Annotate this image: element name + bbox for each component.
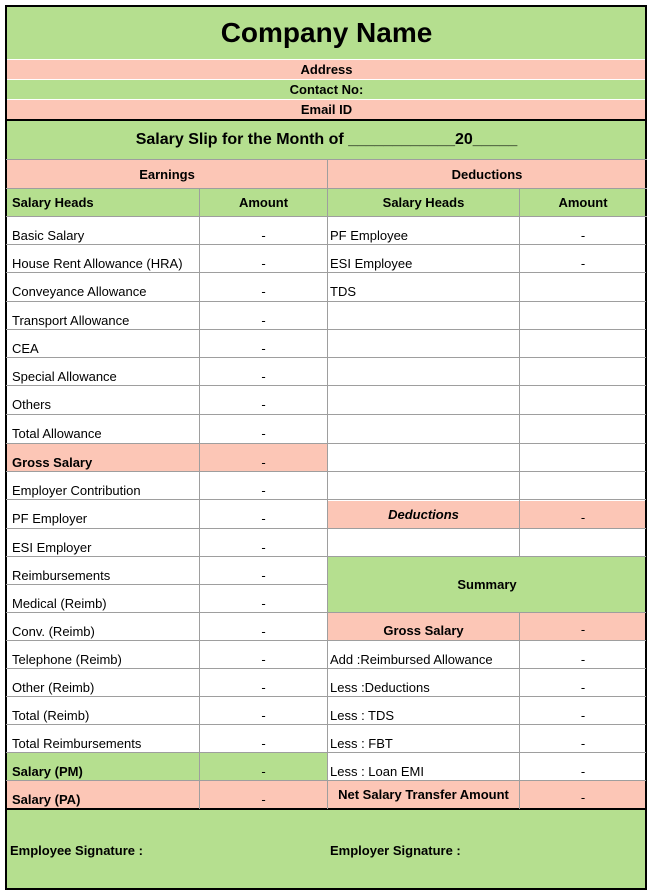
summary-gross-label: Gross Salary — [328, 613, 519, 640]
grid-line — [328, 528, 646, 529]
earnings-row-label: Gross Salary — [7, 444, 199, 471]
grid-line — [6, 301, 327, 302]
earnings-row-amount: - — [261, 228, 266, 243]
grid-line — [328, 385, 646, 386]
grid-line — [6, 357, 327, 358]
grid-line — [6, 528, 327, 529]
grid-line — [6, 888, 647, 890]
grid-line — [328, 414, 646, 415]
grid-line — [328, 696, 646, 697]
earnings-row-amount: - — [261, 736, 266, 751]
summary-title: Summary — [328, 557, 646, 612]
earnings-row-amount: - — [261, 284, 266, 299]
deductions-row-label: PF Employee — [330, 228, 409, 243]
grid-line — [6, 584, 327, 585]
grid-line — [6, 329, 327, 330]
grid-line — [199, 189, 200, 809]
grid-line — [6, 499, 327, 500]
earnings-row-label: Basic Salary — [12, 228, 85, 243]
earnings-row-label: Total Reimbursements — [12, 736, 142, 751]
earnings-row-amount: - — [261, 256, 266, 271]
grid-line — [6, 119, 647, 121]
deductions-row-amount — [520, 273, 646, 300]
grid-line — [6, 244, 327, 245]
slip-title: Salary Slip for the Month of ____________20_____ — [7, 121, 646, 159]
grid-line — [328, 556, 646, 557]
earnings-row-label: CEA — [12, 341, 39, 356]
grid-line — [6, 668, 327, 669]
summary-row-amount: - — [580, 736, 586, 751]
earnings-row-label: Medical (Reimb) — [12, 596, 107, 611]
grid-line — [519, 613, 520, 809]
grid-line — [328, 668, 646, 669]
grid-line — [328, 780, 646, 781]
earnings-row-label: PF Employer — [12, 511, 88, 526]
net-salary-label: Net Salary Transfer Amount — [328, 781, 519, 808]
earnings-row-amount: - — [261, 652, 266, 667]
earnings-row-amount: - — [261, 426, 266, 441]
grid-line — [6, 556, 327, 557]
grid-line — [6, 640, 327, 641]
deductions-heads-header: Salary Heads — [328, 189, 519, 216]
company-name: Company Name — [7, 6, 646, 59]
earnings-row-amount: - — [261, 313, 266, 328]
grid-line — [328, 244, 646, 245]
summary-row-label: Add :Reimbursed Allowance — [330, 652, 493, 667]
grid-line — [5, 5, 7, 890]
grid-line — [6, 443, 327, 444]
earnings-row-amount: - — [261, 624, 266, 639]
summary-row-amount: - — [580, 652, 586, 667]
summary-gross-amount: - — [520, 613, 646, 640]
earnings-row-amount: - — [261, 568, 266, 583]
grid-line — [6, 5, 647, 7]
deductions-total-label: Deductions — [328, 501, 519, 528]
summary-row-label: Less :Deductions — [330, 680, 430, 695]
grid-line — [6, 272, 327, 273]
earnings-row-label: Salary (PA) — [7, 781, 199, 808]
earnings-row-label: Special Allowance — [12, 369, 117, 384]
grid-line — [6, 752, 327, 753]
earnings-row-amount: - — [200, 753, 327, 780]
grid-line — [645, 5, 647, 890]
earnings-row-amount: - — [261, 483, 266, 498]
grid-line — [328, 640, 646, 641]
earnings-row-amount: - — [261, 397, 266, 412]
earnings-row-label: Total (Reimb) — [12, 708, 90, 723]
grid-line — [519, 189, 520, 557]
summary-row-amount: - — [580, 764, 586, 779]
earnings-row-label: Others — [12, 397, 52, 412]
summary-row-label: Less : Loan EMI — [330, 764, 424, 779]
email-line: Email ID — [7, 100, 646, 119]
grid-line — [328, 443, 646, 444]
earnings-row-amount: - — [200, 781, 327, 808]
earnings-row-label: Conv. (Reimb) — [12, 624, 95, 639]
grid-line — [327, 160, 328, 809]
deductions-row-label: ESI Employee — [330, 256, 413, 271]
deductions-row-amount: - — [580, 256, 586, 271]
grid-line — [6, 385, 327, 386]
earnings-row-label: House Rent Allowance (HRA) — [12, 256, 183, 271]
grid-line — [328, 329, 646, 330]
earnings-row-label: Other (Reimb) — [12, 680, 95, 695]
contact-line: Contact No: — [7, 80, 646, 99]
earnings-row-label: Reimbursements — [12, 568, 111, 583]
earnings-row-amount: - — [261, 369, 266, 384]
earnings-row-amount: - — [200, 444, 327, 471]
grid-line — [328, 471, 646, 472]
earnings-row-label: Conveyance Allowance — [12, 284, 147, 299]
earnings-row-label: ESI Employer — [12, 540, 92, 555]
grid-line — [6, 780, 327, 781]
earnings-row-label: Telephone (Reimb) — [12, 652, 122, 667]
earnings-row-amount: - — [261, 708, 266, 723]
grid-line — [328, 272, 646, 273]
deductions-total-amount: - — [520, 501, 646, 528]
earnings-row-amount: - — [261, 540, 266, 555]
deductions-amount-header: Amount — [520, 189, 646, 216]
earnings-row-label: Salary (PM) — [7, 753, 199, 780]
summary-row-amount: - — [580, 708, 586, 723]
earnings-heads-header: Salary Heads — [7, 189, 199, 216]
grid-line — [328, 612, 646, 613]
earnings-row-label: Employer Contribution — [12, 483, 141, 498]
grid-line — [6, 724, 327, 725]
grid-line — [328, 499, 646, 500]
grid-line — [328, 357, 646, 358]
deductions-row-amount: - — [580, 228, 586, 243]
summary-row-label: Less : TDS — [330, 708, 395, 723]
grid-line — [328, 724, 646, 725]
grid-line — [6, 414, 327, 415]
earnings-row-amount: - — [261, 511, 266, 526]
summary-row-label: Less : FBT — [330, 736, 393, 751]
employer-signature-label: Employer Signature : — [330, 842, 461, 858]
address-line: Address — [7, 60, 646, 79]
earnings-row-amount: - — [261, 596, 266, 611]
earnings-amount-header: Amount — [200, 189, 327, 216]
earnings-section-label: Earnings — [7, 160, 327, 188]
net-salary-amount: - — [520, 781, 646, 808]
grid-line — [6, 471, 327, 472]
earnings-row-amount: - — [261, 680, 266, 695]
earnings-row-label: Total Allowance — [12, 426, 102, 441]
summary-row-amount: - — [580, 680, 586, 695]
grid-line — [328, 752, 646, 753]
grid-line — [328, 301, 646, 302]
deductions-row-label: TDS — [330, 284, 356, 299]
earnings-row-amount: - — [261, 341, 266, 356]
employee-signature-label: Employee Signature : — [10, 842, 143, 858]
earnings-row-label: Transport Allowance — [12, 313, 130, 328]
grid-line — [6, 696, 327, 697]
deductions-section-label: Deductions — [328, 160, 646, 188]
grid-line — [6, 612, 327, 613]
